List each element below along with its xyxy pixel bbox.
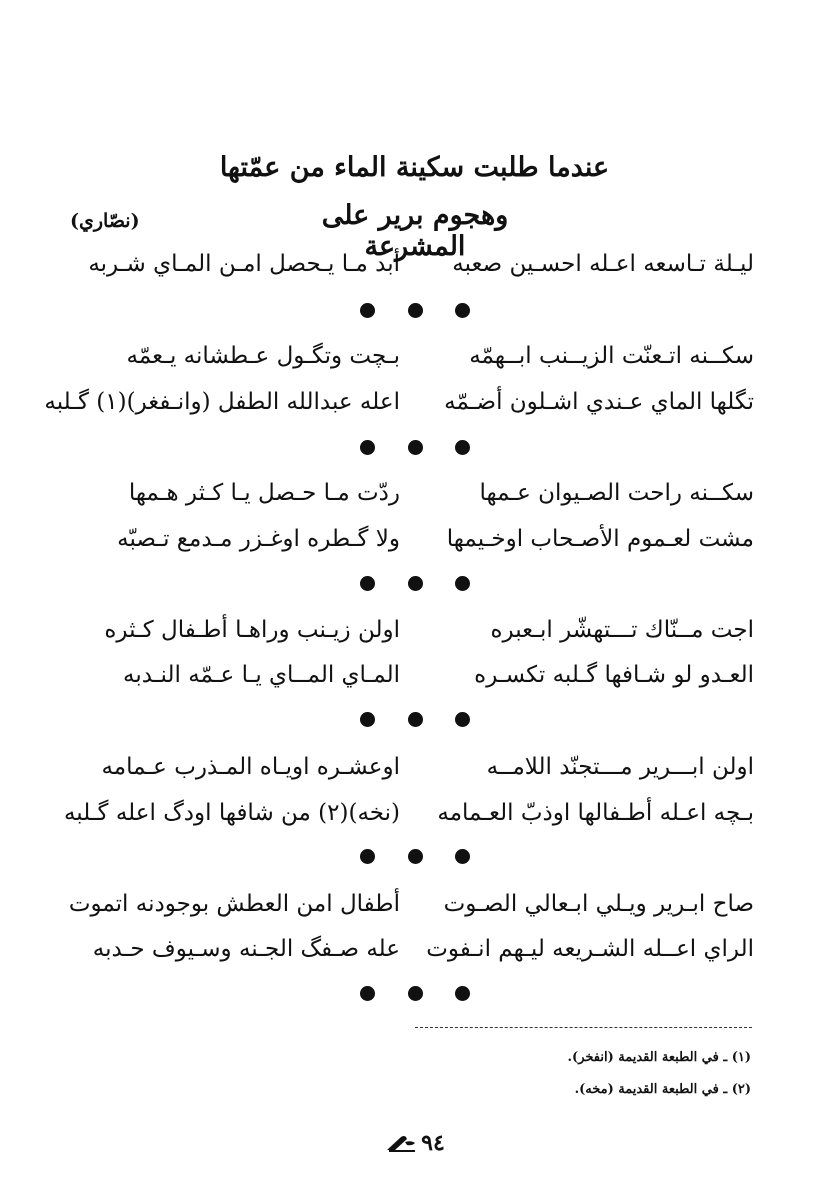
- stanza-divider: [360, 437, 470, 457]
- footnote: (٢) ـ في الطبعة القديمة (مخه).: [574, 1082, 751, 1097]
- verse-first-hemistich: سكــنه راحت الصـيوان عـمها: [479, 480, 754, 506]
- tune-label: (نصّاري): [70, 210, 140, 232]
- stanza-divider: [360, 709, 470, 729]
- stanza-divider: [360, 846, 470, 866]
- dot-ornament: [360, 712, 375, 727]
- verse-first-hemistich: اجت مــنّاك تـــتهشّر ابـعبره: [490, 617, 754, 643]
- dot-ornament: [408, 576, 423, 591]
- dot-ornament: [455, 303, 470, 318]
- verse-second-hemistich: ردّت مـا حـصل يـا كـثر هـمها: [128, 480, 400, 506]
- verse-first-hemistich: صاح ابـرير ويـلي ابـعالي الصـوت: [443, 891, 754, 917]
- page-number-area: [365, 1130, 465, 1156]
- dot-ornament: [360, 440, 375, 455]
- dot-ornament: [455, 849, 470, 864]
- verse-second-hemistich: اعله عبدالله الطفل (وانـفغر)(١) گـلبه: [44, 389, 400, 415]
- verse-first-hemistich: تگلها الماي عـندي اشـلون أضـمّه: [444, 389, 754, 415]
- verse-second-hemistich: اولن زيـنب وراهـا أطـفال كـثره: [104, 617, 400, 643]
- footnote-separator: [415, 1027, 752, 1028]
- dot-ornament: [408, 712, 423, 727]
- verse-first-hemistich: العـدو لو شـافها گـلبه تكسـره: [474, 662, 754, 688]
- dot-ornament: [455, 440, 470, 455]
- verse-first-hemistich: ليـلة تـاسعه اعـله احسـين صعبه: [452, 251, 754, 277]
- dot-ornament: [408, 440, 423, 455]
- stanza-divider: [360, 573, 470, 593]
- verse-first-hemistich: الراي اعــله الشـريعه ليـهم انـفوت: [426, 936, 754, 962]
- verse-second-hemistich: عله صـفگ الجـنه وسـيوف حـدبه: [92, 936, 400, 962]
- page-number: ٩٤: [421, 1130, 445, 1156]
- dot-ornament: [360, 849, 375, 864]
- dot-ornament: [360, 986, 375, 1001]
- pen-nib-icon: [385, 1134, 419, 1152]
- dot-ornament: [360, 303, 375, 318]
- dot-ornament: [455, 576, 470, 591]
- poem-subtitle: وهجوم برير على المشرعة: [321, 200, 509, 262]
- verse-second-hemistich: ولا گـطره اوغـزر مـدمع تـصبّه: [117, 526, 400, 552]
- verse-second-hemistich: أطفال امن العطش بوجودنه اتموت: [68, 891, 400, 917]
- verse-second-hemistich: اوعشـره اويـاه المـذرب عـمامه: [101, 754, 400, 780]
- verse-second-hemistich: (نخه)(٢) من شافها اودگ اعله گـلبه: [63, 800, 400, 826]
- dot-ornament: [408, 849, 423, 864]
- dot-ornament: [360, 576, 375, 591]
- poem-title: عندما طلبت سكينة الماء من عمّتها: [219, 152, 610, 183]
- verse-first-hemistich: اولن ابـــرير مـــتجنّد اللامــه: [486, 754, 754, 780]
- verse-first-hemistich: مشت لعـموم الأصـحاب اوخـيمها: [446, 526, 754, 552]
- verse-first-hemistich: بـچه اعـله أطـفالها اوذبّ العـمامه: [437, 800, 754, 826]
- dot-ornament: [455, 986, 470, 1001]
- verse-first-hemistich: سكــنه اتـعنّت الزيــنب ابــهمّه: [469, 343, 754, 369]
- stanza-divider: [360, 300, 470, 320]
- dot-ornament: [455, 712, 470, 727]
- footnote: (١) ـ في الطبعة القديمة (انفخر).: [567, 1050, 751, 1065]
- verse-second-hemistich: أبد مـا يـحصل امـن المـاي شـربه: [88, 251, 400, 277]
- stanza-divider: [360, 983, 470, 1003]
- verse-second-hemistich: المـاي المــاي يـا عـمّه النـدبه: [123, 662, 400, 688]
- verse-second-hemistich: بـچت وتگـول عـطشانه يـعمّه: [126, 343, 400, 369]
- dot-ornament: [408, 986, 423, 1001]
- dot-ornament: [408, 303, 423, 318]
